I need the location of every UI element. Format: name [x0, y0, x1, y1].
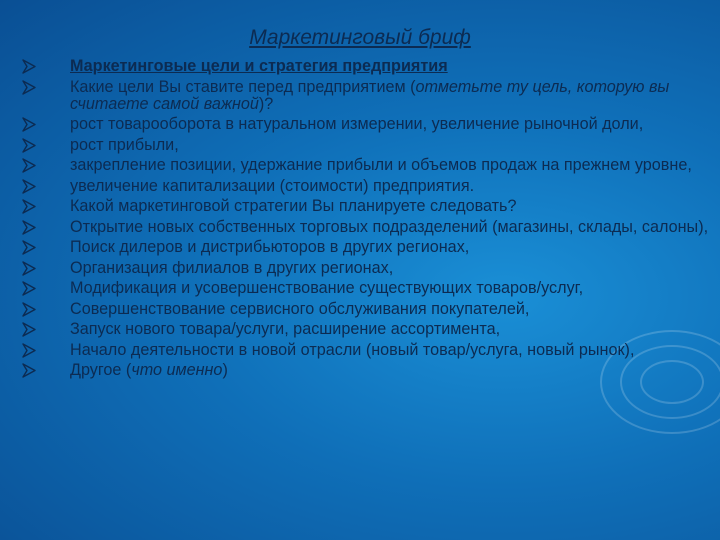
bullet-item [22, 198, 712, 215]
arrowhead-bullet-icon [22, 199, 36, 214]
bullet-item [22, 58, 712, 75]
arrowhead-bullet-icon [22, 322, 36, 337]
arrowhead-bullet-icon [22, 158, 36, 173]
bullet-item [22, 280, 712, 297]
bullet-text: Какой маркетинговой стратегии Вы планируете следовать? [70, 197, 517, 215]
arrowhead-bullet-icon [22, 343, 36, 358]
arrowhead-bullet-icon [22, 281, 36, 296]
bullet-text: рост товарооборота в натуральном измерении, увеличение рыночной доли, [70, 115, 644, 133]
bullet-text: Открытие новых собственных торговых подразделений (магазины, склады, салоны), [70, 217, 709, 236]
arrowhead-bullet-icon [22, 80, 36, 95]
arrowhead-bullet-icon [22, 261, 36, 276]
arrowhead-bullet-icon [22, 302, 36, 317]
bullet-item [22, 79, 712, 113]
bullet-text: Маркетинговые цели и стратегия предприятия [70, 57, 448, 75]
bullet-text: Начало деятельности в новой отрасли (новый товар/услуга, новый рынок), [70, 340, 635, 359]
arrowhead-bullet-icon [22, 59, 36, 74]
slide-title: Маркетинговый бриф [249, 26, 471, 49]
bullet-text: рост прибыли, [70, 135, 179, 154]
bullet-item [22, 342, 712, 359]
bullet-italic-text: отметьте ту цель, которую вы считаете самой важной [70, 77, 670, 113]
bullet-item [22, 239, 712, 256]
bullet-text-after: )? [258, 94, 274, 113]
bullet-list [22, 58, 712, 383]
bullet-italic-text: что именно [131, 361, 223, 379]
arrowhead-bullet-icon [22, 220, 36, 235]
bullet-text-after: ) [222, 361, 228, 379]
bullet-text: Модификация и усовершенствование существующих товаров/услуг, [70, 279, 584, 297]
bullet-item [22, 362, 712, 379]
bullet-text: Запуск нового товара/услуги, расширение ассортимента, [70, 320, 501, 338]
bullet-item [22, 178, 712, 195]
arrowhead-bullet-icon [22, 138, 36, 153]
bullet-text: Организация филиалов в других регионах, [70, 258, 394, 277]
bullet-item [22, 321, 712, 338]
bullet-item [22, 157, 712, 174]
bullet-item [22, 116, 712, 133]
bullet-text: Другое ( [70, 361, 132, 379]
bullet-item [22, 260, 712, 277]
arrowhead-bullet-icon [22, 363, 36, 378]
arrowhead-bullet-icon [22, 117, 36, 132]
arrowhead-bullet-icon [22, 179, 36, 194]
bullet-item [22, 301, 712, 318]
arrowhead-bullet-icon [22, 240, 36, 255]
bullet-item [22, 219, 712, 236]
bullet-text: увеличение капитализации (стоимости) предприятия. [70, 176, 475, 195]
bullet-text: Какие цели Вы ставите перед предприятием ( [70, 77, 416, 96]
bullet-text: Совершенствование сервисного обслуживания покупателей, [70, 299, 530, 318]
bullet-text: закрепление позиции, удержание прибыли и объемов продаж на прежнем уровне, [70, 156, 692, 174]
bullet-item [22, 137, 712, 154]
bullet-text: Поиск дилеров и дистрибьюторов в других регионах, [70, 238, 470, 256]
